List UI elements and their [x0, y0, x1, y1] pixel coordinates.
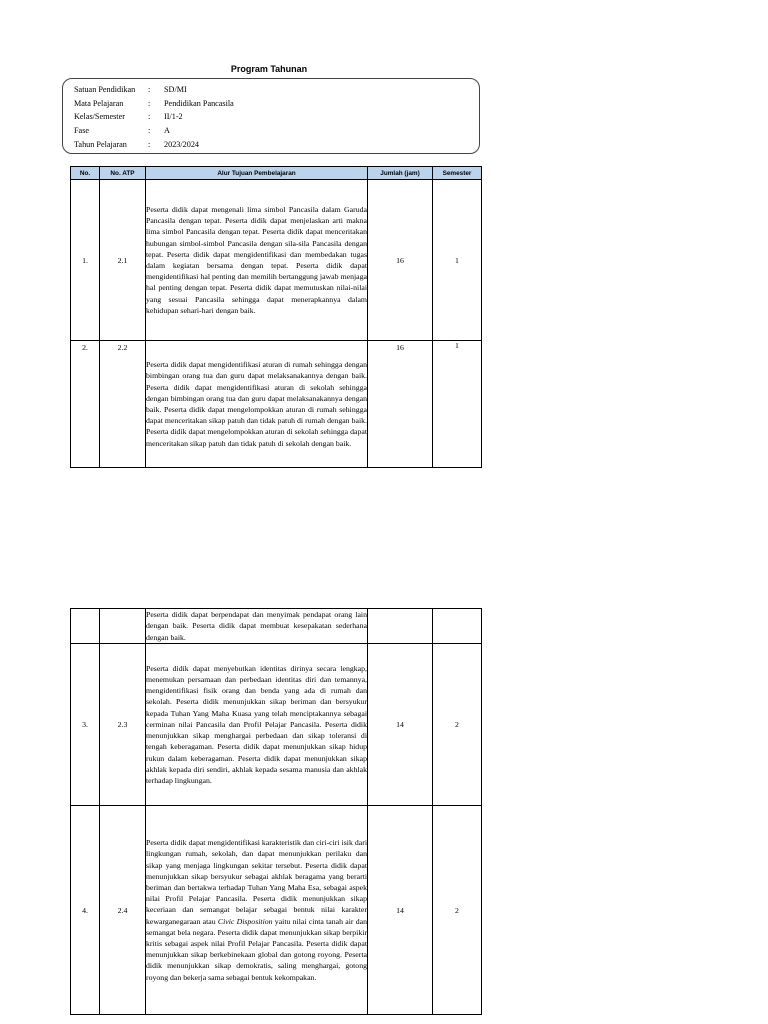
- info-label: Kelas/Semester: [74, 112, 125, 121]
- desc-text: Peserta didik dapat berpendapat dan menyimak pendapat orang lain dengan baik. Peserta didik dapat membuat kesepakatan sederhana dengan baik.: [146, 610, 367, 642]
- info-box: [62, 78, 480, 154]
- cell-desc: [146, 806, 368, 1015]
- table-row-continuation: [71, 609, 482, 644]
- info-row-satuan: [74, 85, 187, 95]
- info-sep: :: [148, 140, 151, 149]
- info-label: Satuan Pendidikan: [74, 85, 136, 94]
- desc-text: Peserta didik dapat menyebutkan identitas dirinya secara lengkap, menemukan persamaan dan perbedaan identitas diri dan temannya, mengidentifikasi fisik orang dan benda yang ada di rumah dan sekolah. Peserta didik menunjukkan sikap beriman dan bersyukur kepada Tuhan Yang Maha Kuasa yang telah menciptakannya sebagai cerminan nilai Pancasila dan Profil Pelajar Pancasila. Peserta didik menunjukkan sikap menghargai perbedaan dan sikap toleransi di tengah keberagaman. Peserta didik dapat menunjukkan sikap hidup rukun dalam keberagaman. Peserta didik dapat menunjukkan sikap akhlak kepada diri sendiri, akhlak kepada sesama manusia dan akhlak terhadap lingkungan.: [146, 663, 367, 785]
- table-row: [71, 806, 482, 1015]
- cell-semester: 2: [433, 644, 482, 806]
- info-row-fase: [74, 126, 170, 136]
- info-value: 2023/2024: [164, 140, 200, 149]
- info-value: Pendidikan Pancasila: [164, 99, 234, 108]
- info-row-tahun: [74, 140, 199, 150]
- info-sep: :: [148, 85, 151, 94]
- header-no-atp: No. ATP: [100, 167, 146, 180]
- header-semester: Semester: [433, 167, 482, 180]
- cell-atp: 2.3: [100, 644, 146, 806]
- info-label: Mata Pelajaran: [74, 99, 124, 108]
- cell-no: 2.: [71, 341, 100, 468]
- info-value: II/1-2: [164, 112, 183, 121]
- cell-desc: [146, 609, 368, 644]
- cell-semester: [433, 609, 482, 644]
- info-value: SD/MI: [164, 85, 187, 94]
- table-row: [71, 180, 482, 341]
- info-value: A: [164, 126, 170, 135]
- info-label: Tahun Pelajaran: [74, 140, 127, 149]
- cell-atp: 2.1: [100, 180, 146, 341]
- desc-text-italic: Civic Disposition: [217, 916, 273, 926]
- cell-desc: [146, 644, 368, 806]
- table-row: [71, 644, 482, 806]
- cell-desc: [146, 341, 368, 468]
- atp-table-page1: [70, 166, 482, 468]
- cell-no: 4.: [71, 806, 100, 1015]
- info-sep: :: [148, 126, 151, 135]
- info-sep: :: [148, 99, 151, 108]
- cell-no: 3.: [71, 644, 100, 806]
- cell-atp: [100, 609, 146, 644]
- cell-no: 1.: [71, 180, 100, 341]
- cell-jam: 16: [368, 341, 433, 468]
- info-row-kelas: [74, 112, 183, 122]
- desc-text: [146, 837, 367, 983]
- header-no: No.: [71, 167, 100, 180]
- cell-desc: [146, 180, 368, 341]
- cell-no: [71, 609, 100, 644]
- cell-semester: 1: [433, 341, 482, 468]
- cell-jam: [368, 609, 433, 644]
- cell-semester: 2: [433, 806, 482, 1015]
- header-jumlah: Jumlah (jam): [368, 167, 433, 180]
- header-alur: Alur Tujuan Pembelajaran: [146, 167, 368, 180]
- desc-text-part: Peserta didik dapat mengidentifikasi karakteristik dan ciri-ciri isik dari lingkungan rumah, sekolah, dan dapat menunjukkan perilaku dan sikap yang menjaga lingkungan sekitar tersebut. Peserta didik dapat menunjukkan sikap bersyukur sebagai akhlak beragama yang berarti beriman dan bertakwa terhadap Tuhan Yang Maha Esa, sebagai aspek nilai Profil Pelajar Pancasila. Peserta didik menunjukkan sikap keceriaan dan semangat belajar sebagai bentuk nilai karakter kewarganegaraan atau: [146, 838, 367, 926]
- desc-text: Peserta didik dapat mengenali lima simbol Pancasila dalam Garuda Pancasila dengan tepat. Peserta didik dapat menjelaskan arti makna lima simbol Pancasila dengan tepat. Peserta didik dapat menceritakan hubungan simbol-simbol Pancasila dengan sila-sila Pancasila dengan tepat. Peserta didik dapat mengidentifikasi dan membedakan tugas dalam kegiatan bersama dengan tepat. Peserta didik dapat mengidentifikasi hal penting dan memilih bertanggung jawab menjaga hal penting dengan tepat. Peserta didik dapat memutuskan nilai-nilai yang sesuai Pancasila sehingga dapat menerapkannya dalam kehidupan sehari-hari dengan baik.: [146, 204, 367, 315]
- desc-text: Peserta didik dapat mengidentifikasi aturan di rumah sehingga dengan bimbingan orang tua dan guru dapat melaksanakannya dengan baik. Peserta didik dapat mengidentifikasi aturan di sekolah sehingga dengan bimbingan orang tua dan guru dapat melaksanakannya dengan baik. Peserta didik dapat mengelompokkan aturan di rumah sehingga dapat menceritakan sikap patuh dan tidak patuh di rumah dengan baik. Peserta didik dapat mengelompokkan aturan di sekolah sehingga dapat menceritakan sikap patuh dan tidak patuh di sekolah dengan baik.: [146, 360, 367, 448]
- cell-atp: 2.4: [100, 806, 146, 1015]
- table-row: [71, 341, 482, 468]
- info-row-mapel: [74, 99, 234, 109]
- cell-atp: 2.2: [100, 341, 146, 468]
- info-sep: :: [148, 112, 151, 121]
- table-header-row: [71, 167, 482, 180]
- info-label: Fase: [74, 126, 90, 135]
- cell-semester: 1: [433, 180, 482, 341]
- document-title: Program Tahunan: [230, 64, 308, 74]
- atp-table-page2: [70, 608, 482, 1015]
- desc-text-part: yaitu nilai cinta tanah air dan semangat bela negara. Peserta didik dapat menunjukkan sikap berpikir kritis sebagai aspek nilai Profil Pelajar Pancasila. Peserta didik dapat menunjukkan sikap berkebinekaan global dan gotong royong. Peserta didik menunjukkan sikap demokratis, saling menghargai, gotong royong dan bekerja sama sebagai bentuk kekompakan.: [146, 916, 367, 982]
- cell-jam: 14: [368, 644, 433, 806]
- cell-jam: 16: [368, 180, 433, 341]
- cell-jam: 14: [368, 806, 433, 1015]
